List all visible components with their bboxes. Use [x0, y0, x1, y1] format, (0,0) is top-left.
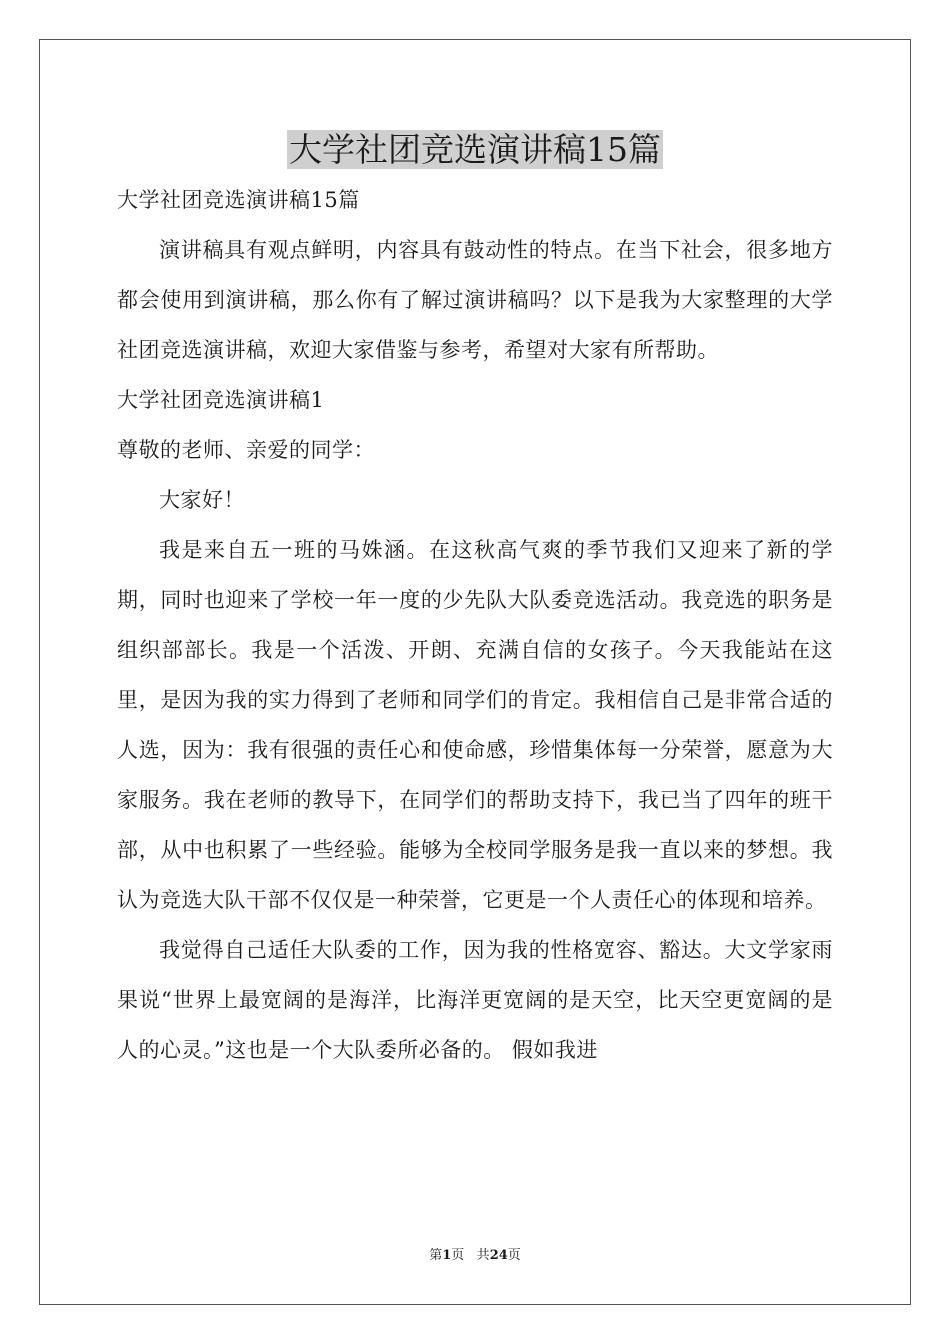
- page-suffix: 页: [451, 1248, 465, 1263]
- page-number: 1: [442, 1248, 452, 1263]
- intro-paragraph: 演讲稿具有观点鲜明，内容具有鼓动性的特点。在当下社会，很多地方都会使用到演讲稿，那么你有了解过演讲稿吗？以下是我为大家整理的大学社团竞选演讲稿，欢迎大家借鉴与参考，希望对大家有所帮助。: [117, 238, 833, 362]
- greeting: 大家好！: [159, 488, 245, 512]
- document-subtitle: 大学社团竞选演讲稿15篇: [117, 188, 360, 212]
- body-paragraph-1: 我是来自五一班的马姝涵。在这秋高气爽的季节我们又迎来了新的学期，同时也迎来了学校一年一度的少先队大队委竞选活动。我竞选的职务是组织部部长。我是一个活泼、开朗、充满自信的女孩子。今天我能站在这里，是因为我的实力得到了老师和同学们的肯定。我相信自己是非常合适的人选，因为：我有很强的责任心和使命感，珍惜集体每一分荣誉，愿意为大家服务。我在老师的教导下，在同学们的帮助支持下，我已当了四年的班干部，从中也积累了一些经验。能够为全校同学服务是我一直以来的梦想。我认为竞选大队干部不仅仅是一种荣誉，它更是一个人责任心的体现和培养。: [117, 538, 833, 912]
- page-footer: [0, 1247, 950, 1265]
- body-paragraph-2: 我觉得自己适任大队委的工作，因为我的性格宽容、豁达。大文学家雨果说“世界上最宽阔的是海洋，比海洋更宽阔的是天空，比天空更宽阔的是人的心灵。”这也是一个大队委所必备的。 假如我进: [117, 938, 833, 1062]
- document-body: [117, 175, 833, 1075]
- total-pages: 24: [489, 1248, 508, 1263]
- total-prefix: 共: [476, 1248, 490, 1263]
- document-title: [0, 128, 950, 172]
- salutation: 尊敬的老师、亲爱的同学：: [117, 438, 375, 462]
- total-suffix: 页: [507, 1248, 521, 1263]
- document-title-text: 大学社团竞选演讲稿15篇: [289, 130, 661, 169]
- section-heading: 大学社团竞选演讲稿1: [117, 388, 325, 412]
- page-prefix: 第: [429, 1248, 443, 1263]
